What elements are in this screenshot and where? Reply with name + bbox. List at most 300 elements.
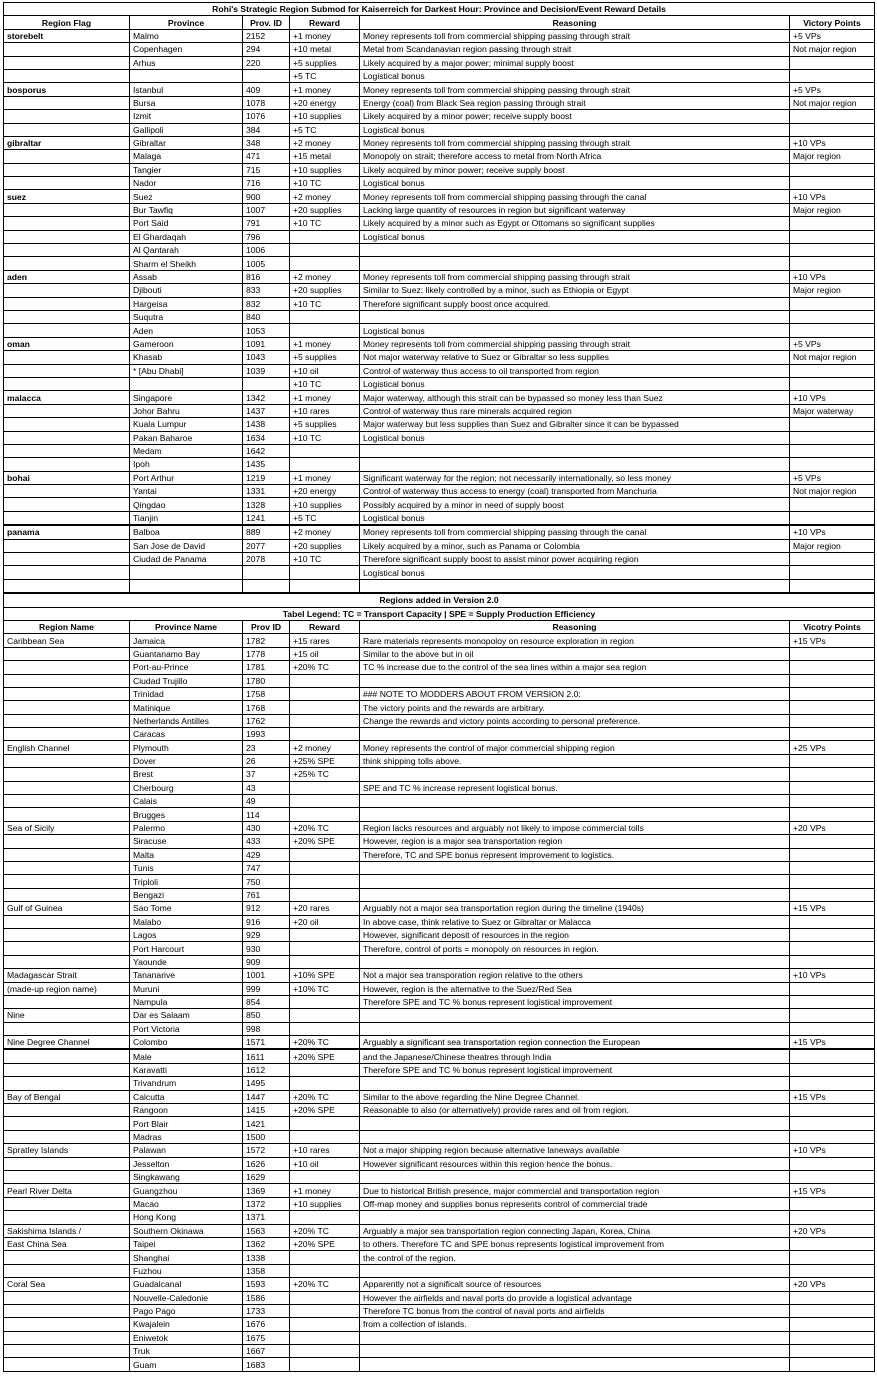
victory-points-cell	[790, 781, 875, 794]
prov-id-cell	[243, 377, 290, 390]
province-cell: Madras	[130, 1130, 243, 1143]
table-row	[4, 270, 875, 283]
table-header-row	[4, 16, 875, 29]
prov-id-cell: 1437	[243, 404, 290, 417]
region-cell	[4, 1022, 130, 1035]
column-header: Province	[130, 16, 243, 29]
reward-cell	[290, 257, 360, 270]
victory-points-cell	[790, 1251, 875, 1264]
prov-id-cell: 1358	[243, 1264, 290, 1277]
reasoning-cell: Logistical bonus	[360, 431, 790, 444]
region-cell	[4, 942, 130, 955]
prov-id-cell: 348	[243, 136, 290, 149]
province-cell: Malaga	[130, 150, 243, 163]
province-cell: Hargeisa	[130, 297, 243, 310]
province-cell: Kuala Lumpur	[130, 418, 243, 431]
reward-cell: +2 money	[290, 136, 360, 149]
victory-points-cell: Major region	[790, 203, 875, 216]
region-cell: bosporus	[4, 83, 130, 96]
reward-cell: +1 money	[290, 391, 360, 404]
prov-id-cell: 1342	[243, 391, 290, 404]
table-row	[4, 404, 875, 417]
prov-id-cell: 2152	[243, 29, 290, 42]
table-row	[4, 1144, 875, 1157]
reward-cell	[290, 444, 360, 457]
prov-id-cell: 1778	[243, 647, 290, 660]
prov-id-cell: 1642	[243, 444, 290, 457]
prov-id-cell: 791	[243, 217, 290, 230]
reasoning-cell: Not major waterway relative to Suez or Gibraltar so less supplies	[360, 351, 790, 364]
victory-points-cell	[790, 1009, 875, 1022]
table-row	[4, 1251, 875, 1264]
legend-row	[4, 607, 875, 620]
table-row	[4, 1077, 875, 1090]
region-cell	[4, 701, 130, 714]
region-cell	[4, 728, 130, 741]
prov-id-cell: 1683	[243, 1358, 290, 1371]
province-cell: Suqutra	[130, 310, 243, 323]
reward-cell: +10 supplies	[290, 163, 360, 176]
reasoning-cell: Logistical bonus	[360, 123, 790, 136]
victory-points-cell	[790, 942, 875, 955]
victory-points-cell	[790, 1063, 875, 1076]
victory-points-cell	[790, 875, 875, 888]
victory-points-cell: +5 VPs	[790, 29, 875, 42]
victory-points-cell	[790, 297, 875, 310]
table-row	[4, 795, 875, 808]
victory-points-cell	[790, 1104, 875, 1117]
reasoning-cell	[360, 888, 790, 901]
prov-id-cell: 1331	[243, 485, 290, 498]
table-row	[4, 808, 875, 821]
province-cell: Cherbourg	[130, 781, 243, 794]
victory-points-cell: +15 VPs	[790, 902, 875, 915]
prov-id-cell: 1435	[243, 458, 290, 471]
region-cell	[4, 862, 130, 875]
table-row	[4, 1104, 875, 1117]
prov-id-cell: 854	[243, 995, 290, 1008]
province-cell: Khasab	[130, 351, 243, 364]
victory-points-cell: Major region	[790, 539, 875, 552]
table-row	[4, 297, 875, 310]
victory-points-cell	[790, 566, 875, 579]
region-cell: Gulf of Guinea	[4, 902, 130, 915]
region-cell: bohai	[4, 471, 130, 484]
reasoning-cell: Money represents toll from commercial shipping passing through strait	[360, 29, 790, 42]
prov-id-cell: 1369	[243, 1184, 290, 1197]
reasoning-cell: Logistical bonus	[360, 566, 790, 579]
reward-cell: +2 money	[290, 190, 360, 203]
reasoning-cell	[360, 458, 790, 471]
reasoning-cell: Logistical bonus	[360, 230, 790, 243]
victory-points-cell	[790, 1345, 875, 1358]
prov-id-cell: 1043	[243, 351, 290, 364]
prov-id-cell: 716	[243, 177, 290, 190]
region-cell	[4, 69, 130, 82]
prov-id-cell: 1495	[243, 1077, 290, 1090]
prov-id-cell: 1768	[243, 701, 290, 714]
reward-cell	[290, 1170, 360, 1183]
victory-points-cell	[790, 1331, 875, 1344]
reasoning-cell: and the Japanese/Chinese theatres through India	[360, 1049, 790, 1063]
reasoning-cell: Similar to the above but in oil	[360, 647, 790, 660]
reasoning-cell: Off-map money and supplies bonus represents control of commercial trade	[360, 1197, 790, 1210]
reasoning-cell	[360, 875, 790, 888]
victory-points-cell	[790, 431, 875, 444]
table-row	[4, 982, 875, 995]
table-row	[4, 43, 875, 56]
prov-id-cell: 761	[243, 888, 290, 901]
reward-cell	[290, 1117, 360, 1130]
victory-points-cell	[790, 995, 875, 1008]
reasoning-cell: Arguably a major sea transportation region connecting Japan, Korea, China	[360, 1224, 790, 1237]
region-cell	[4, 1318, 130, 1331]
reward-cell: +1 money	[290, 471, 360, 484]
region-cell	[4, 687, 130, 700]
reasoning-cell	[360, 1009, 790, 1022]
victory-points-cell: +15 VPs	[790, 634, 875, 647]
province-cell: Bengazi	[130, 888, 243, 901]
prov-id-cell: 433	[243, 835, 290, 848]
prov-id-cell: 384	[243, 123, 290, 136]
prov-id-cell: 796	[243, 230, 290, 243]
table-row	[4, 377, 875, 390]
reasoning-cell: Possibly acquired by a minor in need of supply boost	[360, 498, 790, 511]
prov-id-cell	[243, 579, 290, 593]
province-cell: Guam	[130, 1358, 243, 1371]
region-cell: (made-up region name)	[4, 982, 130, 995]
province-cell: Pakan Baharoe	[130, 431, 243, 444]
prov-id-cell: 1447	[243, 1090, 290, 1103]
table-row	[4, 351, 875, 364]
region-cell	[4, 444, 130, 457]
victory-points-cell	[790, 1170, 875, 1183]
province-cell: Male	[130, 1049, 243, 1063]
reasoning-cell: Likely acquired by a major power; minimal supply boost	[360, 56, 790, 69]
victory-points-cell	[790, 230, 875, 243]
province-cell: Istanbul	[130, 83, 243, 96]
table-row	[4, 647, 875, 660]
reward-cell	[290, 1264, 360, 1277]
reward-cell: +10 rares	[290, 1144, 360, 1157]
reasoning-cell: Logistical bonus	[360, 177, 790, 190]
province-cell: Nouvelle-Caledonie	[130, 1291, 243, 1304]
reward-cell: +10 oil	[290, 1157, 360, 1170]
victory-points-cell	[790, 687, 875, 700]
reasoning-cell: Logistical bonus	[360, 511, 790, 525]
reward-cell	[290, 862, 360, 875]
province-cell: Macao	[130, 1197, 243, 1210]
column-header: Region Flag	[4, 16, 130, 29]
prov-id-cell: 1593	[243, 1278, 290, 1291]
prov-id-cell: 1001	[243, 969, 290, 982]
reward-cell	[290, 324, 360, 337]
victory-points-cell	[790, 674, 875, 687]
prov-id-cell: 1372	[243, 1197, 290, 1210]
prov-id-cell: 1039	[243, 364, 290, 377]
victory-points-cell: +10 VPs	[790, 969, 875, 982]
table-row	[4, 821, 875, 834]
reward-cell: +10 metal	[290, 43, 360, 56]
table-row	[4, 1090, 875, 1103]
reasoning-cell	[360, 955, 790, 968]
victory-points-cell: +10 VPs	[790, 525, 875, 539]
region-cell: Pearl River Delta	[4, 1184, 130, 1197]
reasoning-cell	[360, 808, 790, 821]
reasoning-cell: think shipping tolls above.	[360, 754, 790, 767]
reward-cell	[290, 1022, 360, 1035]
reward-cell	[290, 1077, 360, 1090]
reasoning-cell: Therefore, control of ports = monopoly on resources in region.	[360, 942, 790, 955]
table-row	[4, 1291, 875, 1304]
victory-points-cell: +15 VPs	[790, 1090, 875, 1103]
region-cell: Sea of Sicily	[4, 821, 130, 834]
reward-cell: +10% TC	[290, 982, 360, 995]
reward-cell: +10% SPE	[290, 969, 360, 982]
region-cell	[4, 1251, 130, 1264]
region-cell: oman	[4, 337, 130, 350]
victory-points-cell	[790, 377, 875, 390]
victory-points-cell: +10 VPs	[790, 1144, 875, 1157]
victory-points-cell	[790, 1077, 875, 1090]
reward-cell	[290, 995, 360, 1008]
reasoning-cell	[360, 310, 790, 323]
reasoning-cell: Logistical bonus	[360, 69, 790, 82]
prov-id-cell: 2078	[243, 553, 290, 566]
table-row	[4, 257, 875, 270]
region-cell: Sakishima Islands /	[4, 1224, 130, 1237]
region-cell	[4, 1170, 130, 1183]
victory-points-cell	[790, 728, 875, 741]
prov-id-cell: 929	[243, 928, 290, 941]
reasoning-cell: from a collection of islands.	[360, 1318, 790, 1331]
region-cell	[4, 566, 130, 579]
table-row	[4, 203, 875, 216]
table-title: Rohi's Strategic Region Submod for Kaiserreich for Darkest Hour: Province and Decision/Event Reward Details	[4, 3, 875, 16]
province-cell: El Ghardaqah	[130, 230, 243, 243]
region-cell	[4, 498, 130, 511]
province-cell: Rangoon	[130, 1104, 243, 1117]
province-cell	[130, 377, 243, 390]
province-cell: Copenhagen	[130, 43, 243, 56]
reward-cell: +10 rares	[290, 404, 360, 417]
province-cell: Matinique	[130, 701, 243, 714]
province-cell: Malabo	[130, 915, 243, 928]
reasoning-cell: Control of waterway thus access to oil transported from region	[360, 364, 790, 377]
region-cell	[4, 485, 130, 498]
table-row	[4, 1117, 875, 1130]
reward-cell: +2 money	[290, 270, 360, 283]
table-row	[4, 150, 875, 163]
region-cell	[4, 768, 130, 781]
victory-points-cell	[790, 1237, 875, 1250]
table-row	[4, 364, 875, 377]
victory-points-cell	[790, 511, 875, 525]
victory-points-cell	[790, 1304, 875, 1317]
table-row	[4, 1278, 875, 1291]
region-cell	[4, 1104, 130, 1117]
region-cell	[4, 579, 130, 593]
reward-cell	[290, 1358, 360, 1371]
prov-id-cell: 816	[243, 270, 290, 283]
province-cell: Truk	[130, 1345, 243, 1358]
prov-id-cell: 1572	[243, 1144, 290, 1157]
table-row	[4, 391, 875, 404]
province-cell: Port-au-Prince	[130, 661, 243, 674]
province-cell	[130, 566, 243, 579]
table-row	[4, 566, 875, 579]
table-row	[4, 1264, 875, 1277]
province-cell: Dover	[130, 754, 243, 767]
reasoning-cell	[360, 1077, 790, 1090]
province-cell: Kwajalein	[130, 1318, 243, 1331]
reward-cell: +20% TC	[290, 1224, 360, 1237]
table-row	[4, 284, 875, 297]
reward-cell: +20% TC	[290, 1036, 360, 1050]
province-cell: Qingdao	[130, 498, 243, 511]
table-row	[4, 754, 875, 767]
province-cell: Sharm el Sheikh	[130, 257, 243, 270]
province-cell: Gallipoli	[130, 123, 243, 136]
table-row	[4, 928, 875, 941]
region-cell	[4, 539, 130, 552]
reward-cell: +5 TC	[290, 123, 360, 136]
prov-id-cell: 747	[243, 862, 290, 875]
victory-points-cell	[790, 808, 875, 821]
province-cell: Tananarive	[130, 969, 243, 982]
reasoning-cell: Reasonable to also (or alternatively) provide rares and oil from region.	[360, 1104, 790, 1117]
prov-id-cell: 1782	[243, 634, 290, 647]
reward-cell: +20% SPE	[290, 1237, 360, 1250]
table-row	[4, 553, 875, 566]
reasoning-cell: the control of the region.	[360, 1251, 790, 1264]
prov-id-cell: 2077	[243, 539, 290, 552]
province-cell: Southern Okinawa	[130, 1224, 243, 1237]
victory-points-cell: +5 VPs	[790, 471, 875, 484]
province-cell: Johor Bahru	[130, 404, 243, 417]
region-cell	[4, 1049, 130, 1063]
reasoning-cell: TC % increase due to the control of the sea lines within a major sea region	[360, 661, 790, 674]
table-row	[4, 244, 875, 257]
reasoning-cell: Apparently not a significalt source of resources	[360, 1278, 790, 1291]
prov-id-cell: 1005	[243, 257, 290, 270]
victory-points-cell	[790, 498, 875, 511]
table-row	[4, 579, 875, 593]
province-cell: Singkawang	[130, 1170, 243, 1183]
table-row	[4, 511, 875, 525]
province-cell: Fuzhou	[130, 1264, 243, 1277]
prov-id-cell: 1438	[243, 418, 290, 431]
victory-points-cell: Not major region	[790, 485, 875, 498]
province-cell: Nampula	[130, 995, 243, 1008]
reasoning-cell: Therefore TC bonus from the control of naval ports and airfields	[360, 1304, 790, 1317]
region-cell	[4, 324, 130, 337]
province-cell: Bur Tawfiq	[130, 203, 243, 216]
table-row	[4, 1224, 875, 1237]
reasoning-cell: Money represents toll from commercial shipping passing through strait	[360, 83, 790, 96]
victory-points-cell: +20 VPs	[790, 1224, 875, 1237]
province-cell: Tangier	[130, 163, 243, 176]
region-cell	[4, 96, 130, 109]
column-header: Prov. ID	[243, 16, 290, 29]
region-cell	[4, 511, 130, 525]
province-cell: Yaounde	[130, 955, 243, 968]
reward-cell	[290, 566, 360, 579]
section-title-row	[4, 593, 875, 607]
prov-id-cell: 750	[243, 875, 290, 888]
reward-cell	[290, 714, 360, 727]
victory-points-cell	[790, 928, 875, 941]
victory-points-cell	[790, 310, 875, 323]
province-cell: Izmit	[130, 110, 243, 123]
province-cell: Guangzhou	[130, 1184, 243, 1197]
reward-cell: +5 supplies	[290, 56, 360, 69]
reward-cell: +20 supplies	[290, 203, 360, 216]
table-row	[4, 431, 875, 444]
reasoning-cell	[360, 1358, 790, 1371]
reward-cell: +25% SPE	[290, 754, 360, 767]
table-row	[4, 177, 875, 190]
column-header: Reasoning	[360, 16, 790, 29]
prov-id-cell: 23	[243, 741, 290, 754]
table-row	[4, 458, 875, 471]
column-header: Reward	[290, 620, 360, 633]
table-row	[4, 418, 875, 431]
victory-points-cell: +15 VPs	[790, 1184, 875, 1197]
reasoning-cell	[360, 862, 790, 875]
reasoning-cell	[360, 1130, 790, 1143]
prov-id-cell: 220	[243, 56, 290, 69]
victory-points-cell: +15 VPs	[790, 1036, 875, 1050]
reward-cell	[290, 955, 360, 968]
table-row	[4, 1318, 875, 1331]
reasoning-cell: In above case, think relative to Suez or Gibraltar or Malacca	[360, 915, 790, 928]
table-row	[4, 634, 875, 647]
province-cell: Aden	[130, 324, 243, 337]
reasoning-cell	[360, 795, 790, 808]
table-row	[4, 163, 875, 176]
region-cell: malacca	[4, 391, 130, 404]
region-cell	[4, 1117, 130, 1130]
reasoning-cell: However significant resources within this region hence the bonus.	[360, 1157, 790, 1170]
reasoning-cell	[360, 768, 790, 781]
reward-cell: +20% TC	[290, 821, 360, 834]
column-header: Vicotry Points	[790, 620, 875, 633]
table-row	[4, 768, 875, 781]
region-cell	[4, 257, 130, 270]
region-cell	[4, 123, 130, 136]
region-cell	[4, 310, 130, 323]
reward-cell: +1 money	[290, 29, 360, 42]
region-cell	[4, 848, 130, 861]
table-row	[4, 324, 875, 337]
table-row	[4, 741, 875, 754]
region-cell	[4, 150, 130, 163]
prov-id-cell: 930	[243, 942, 290, 955]
reward-cell	[290, 1211, 360, 1224]
province-cell: Port Arthur	[130, 471, 243, 484]
province-cell: Ciudad de Panama	[130, 553, 243, 566]
prov-id-cell: 1328	[243, 498, 290, 511]
province-cell: Bursa	[130, 96, 243, 109]
reward-table	[3, 2, 875, 1372]
victory-points-cell	[790, 257, 875, 270]
reasoning-cell: Arguably not a major sea transportation region during the timeline (1940s)	[360, 902, 790, 915]
table-row	[4, 337, 875, 350]
reward-cell: +25% TC	[290, 768, 360, 781]
column-header: Victory Points	[790, 16, 875, 29]
table-row	[4, 110, 875, 123]
